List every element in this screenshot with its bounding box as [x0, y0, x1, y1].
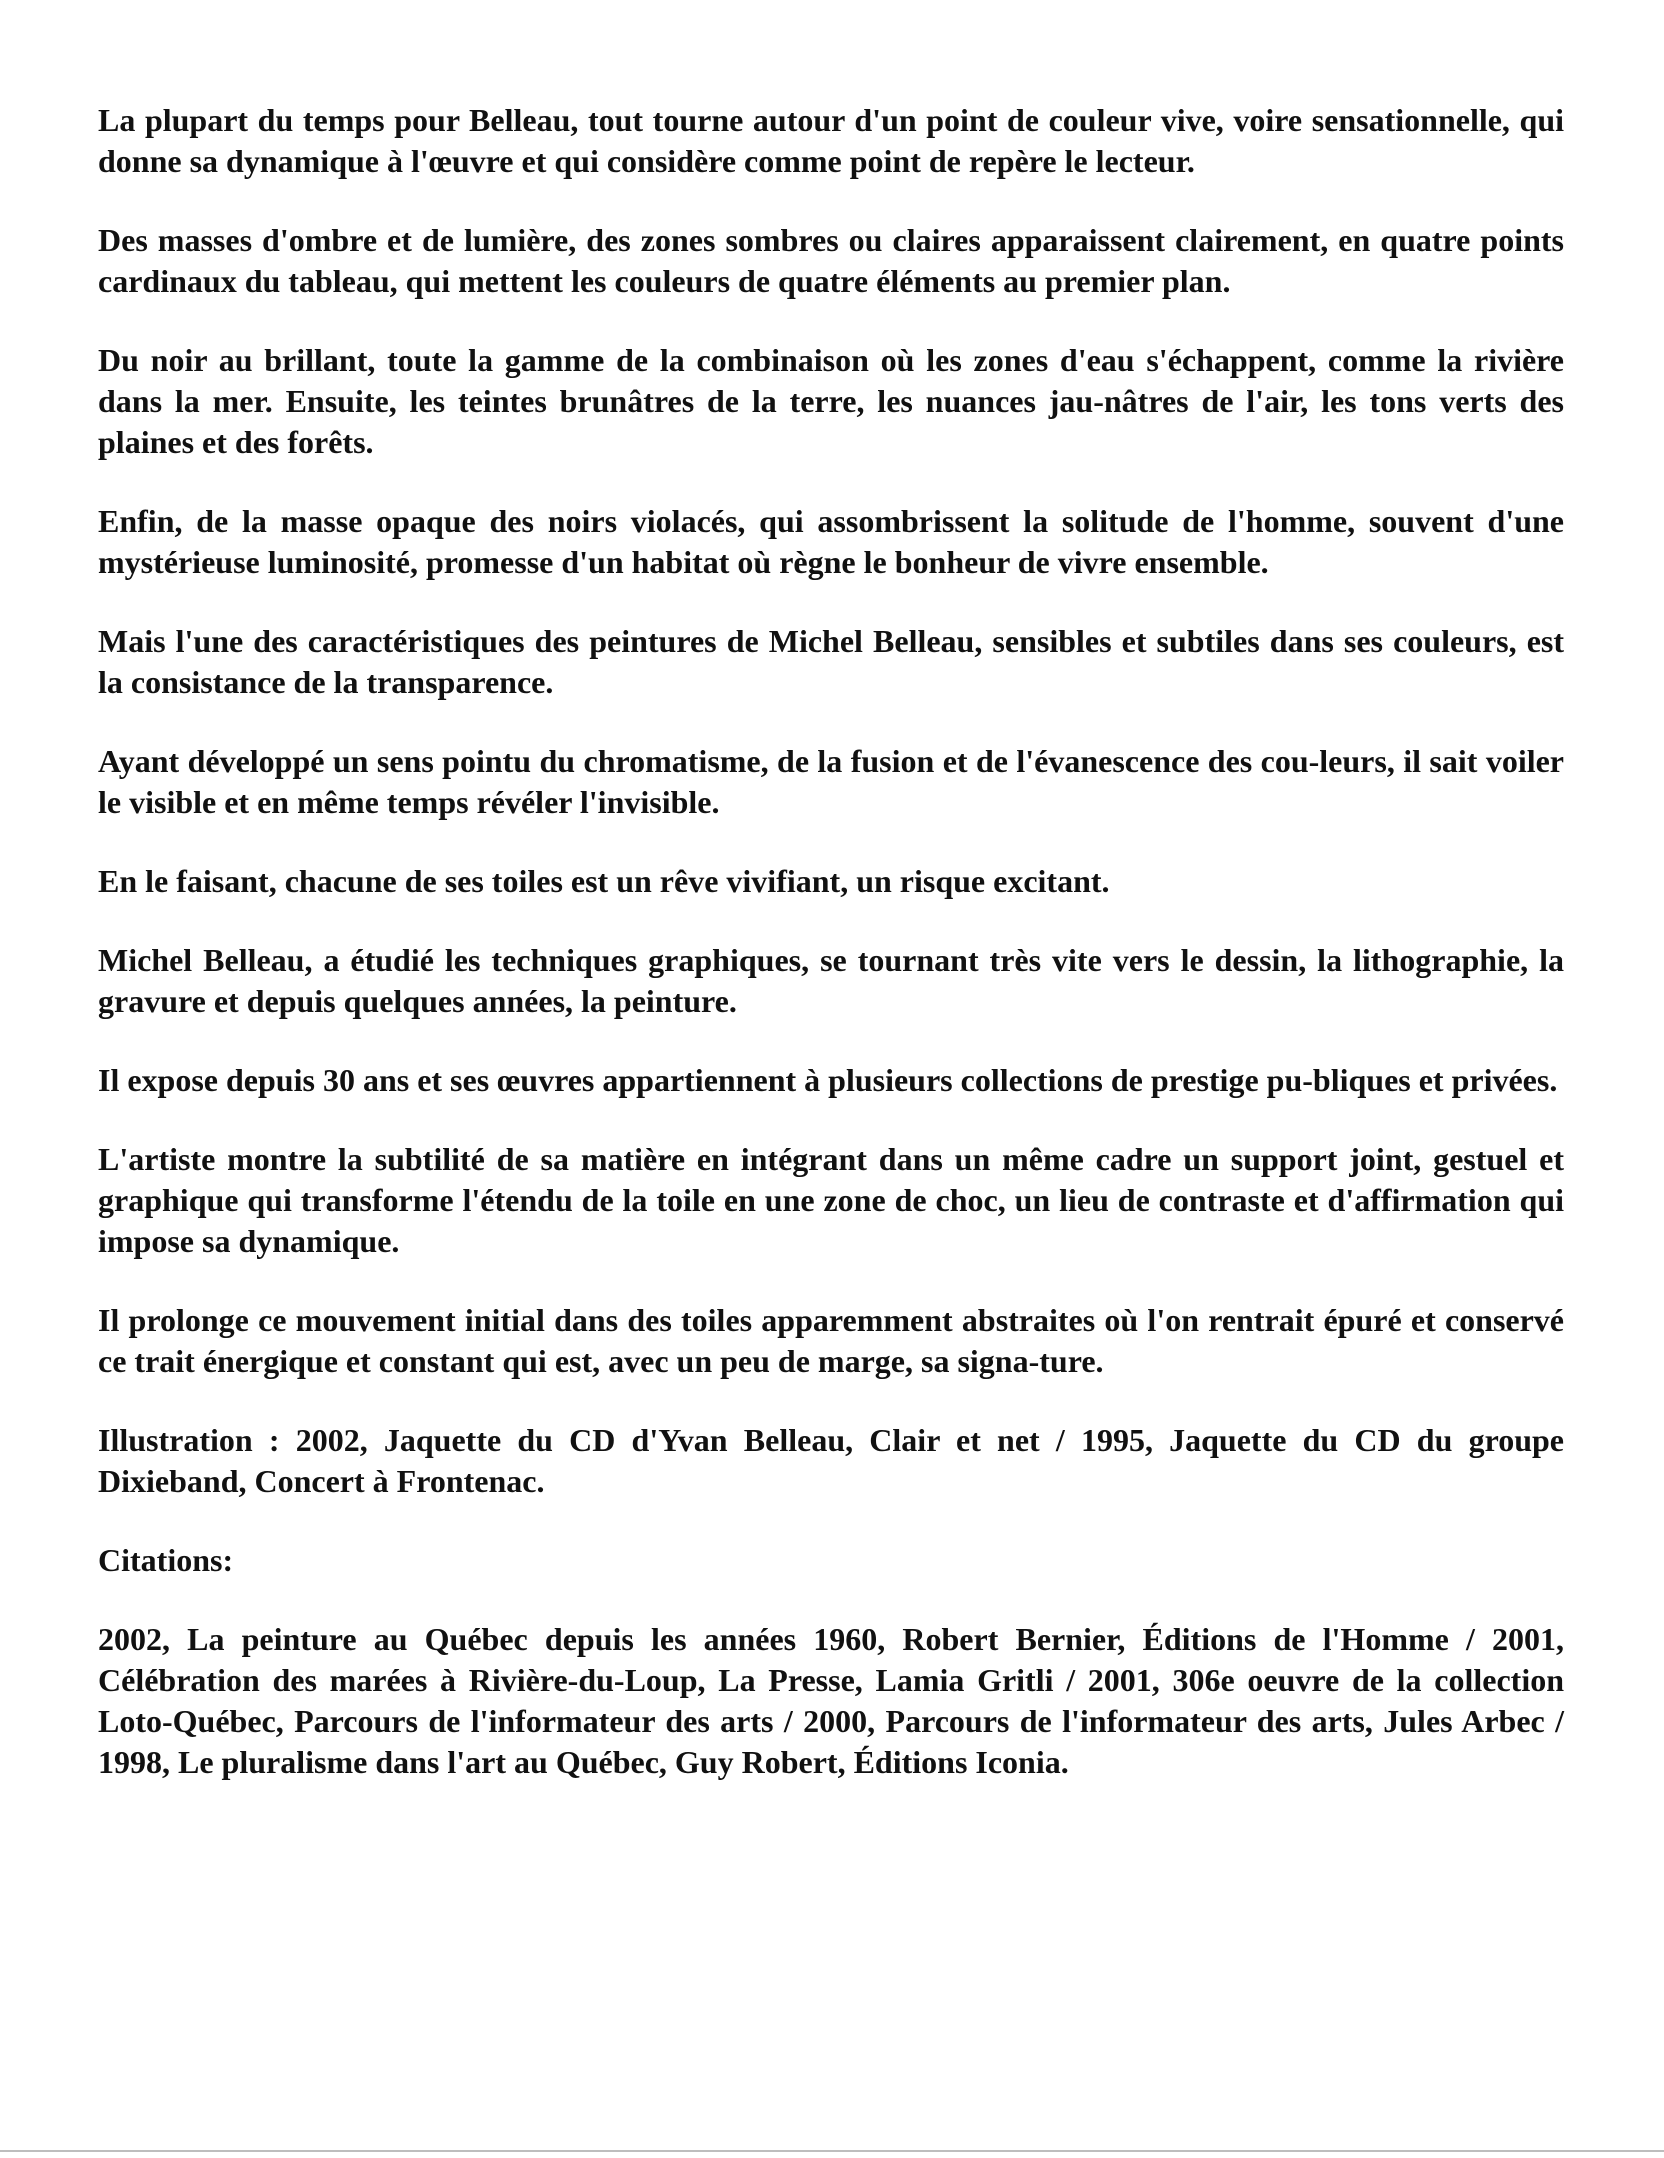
paragraph-9: Il expose depuis 30 ans et ses œuvres appartiennent à plusieurs collections de prestige pu-bliques et privées. [98, 1062, 1558, 1098]
document-body [98, 100, 1564, 1783]
citations-list: 2002, La peinture au Québec depuis les années 1960, Robert Bernier, Éditions de l'Homme / 2001, Célébration des marées à Rivière-du-Loup, La Presse, Lamia Gritli / 2001, 306e oeuvre de la collection Loto-Québec, Parcours de l'informateur des arts / 2000, Parcours de l'informateur des arts, Jules Arbec / 1998, Le pluralisme dans l'art au Québec, Guy Robert, Éditions Iconia. [98, 1621, 1564, 1780]
paragraph-1: La plupart du temps pour Belleau, tout tourne autour d'un point de couleur vive, voire sensationnelle, qui donne sa dynamique à l'œuvre et qui considère comme point de repère le lecteur. [98, 102, 1564, 179]
paragraph-3: Du noir au brillant, toute la gamme de la combinaison où les zones d'eau s'échappent, comme la rivière dans la mer. Ensuite, les teintes brunâtres de la terre, les nuances jau-nâtres de l'air, les tons verts des plaines et des forêts. [98, 342, 1564, 460]
paragraph-8: Michel Belleau, a étudié les techniques graphiques, se tournant très vite vers le dessin, la lithographie, la gravure et depuis quelques années, la peinture. [98, 942, 1564, 1019]
citations-heading: Citations: [98, 1542, 234, 1578]
paragraph-5: Mais l'une des caractéristiques des peintures de Michel Belleau, sensibles et subtiles dans ses couleurs, est la consistance de la transparence. [98, 623, 1564, 700]
illustration-credits: Illustration : 2002, Jaquette du CD d'Yvan Belleau, Clair et net / 1995, Jaquette du CD du groupe Dixieband, Concert à Frontenac. [98, 1422, 1564, 1499]
paragraph-10: L'artiste montre la subtilité de sa matière en intégrant dans un même cadre un support joint, gestuel et graphique qui transforme l'étendu de la toile en une zone de choc, un lieu de contraste et d'affirmation qui impose sa dynamique. [98, 1141, 1564, 1259]
paragraph-6: Ayant développé un sens pointu du chromatisme, de la fusion et de l'évanescence des cou-leurs, il sait voiler le visible et en même temps révéler l'invisible. [98, 743, 1564, 820]
paragraph-2: Des masses d'ombre et de lumière, des zones sombres ou claires apparaissent clairement, en quatre points cardinaux du tableau, qui mettent les couleurs de quatre éléments au premier plan. [98, 222, 1564, 299]
footer-rule [0, 2150, 1664, 2152]
paragraph-7: En le faisant, chacune de ses toiles est un rêve vivifiant, un risque excitant. [98, 863, 1110, 899]
paragraph-11: Il prolonge ce mouvement initial dans des toiles apparemment abstraites où l'on rentrait épuré et conservé ce trait énergique et constant qui est, avec un peu de marge, sa signa-ture. [98, 1302, 1564, 1379]
paragraph-4: Enfin, de la masse opaque des noirs violacés, qui assombrissent la solitude de l'homme, souvent d'une mystérieuse luminosité, promesse d'un habitat où règne le bonheur de vivre ensemble. [98, 503, 1564, 580]
